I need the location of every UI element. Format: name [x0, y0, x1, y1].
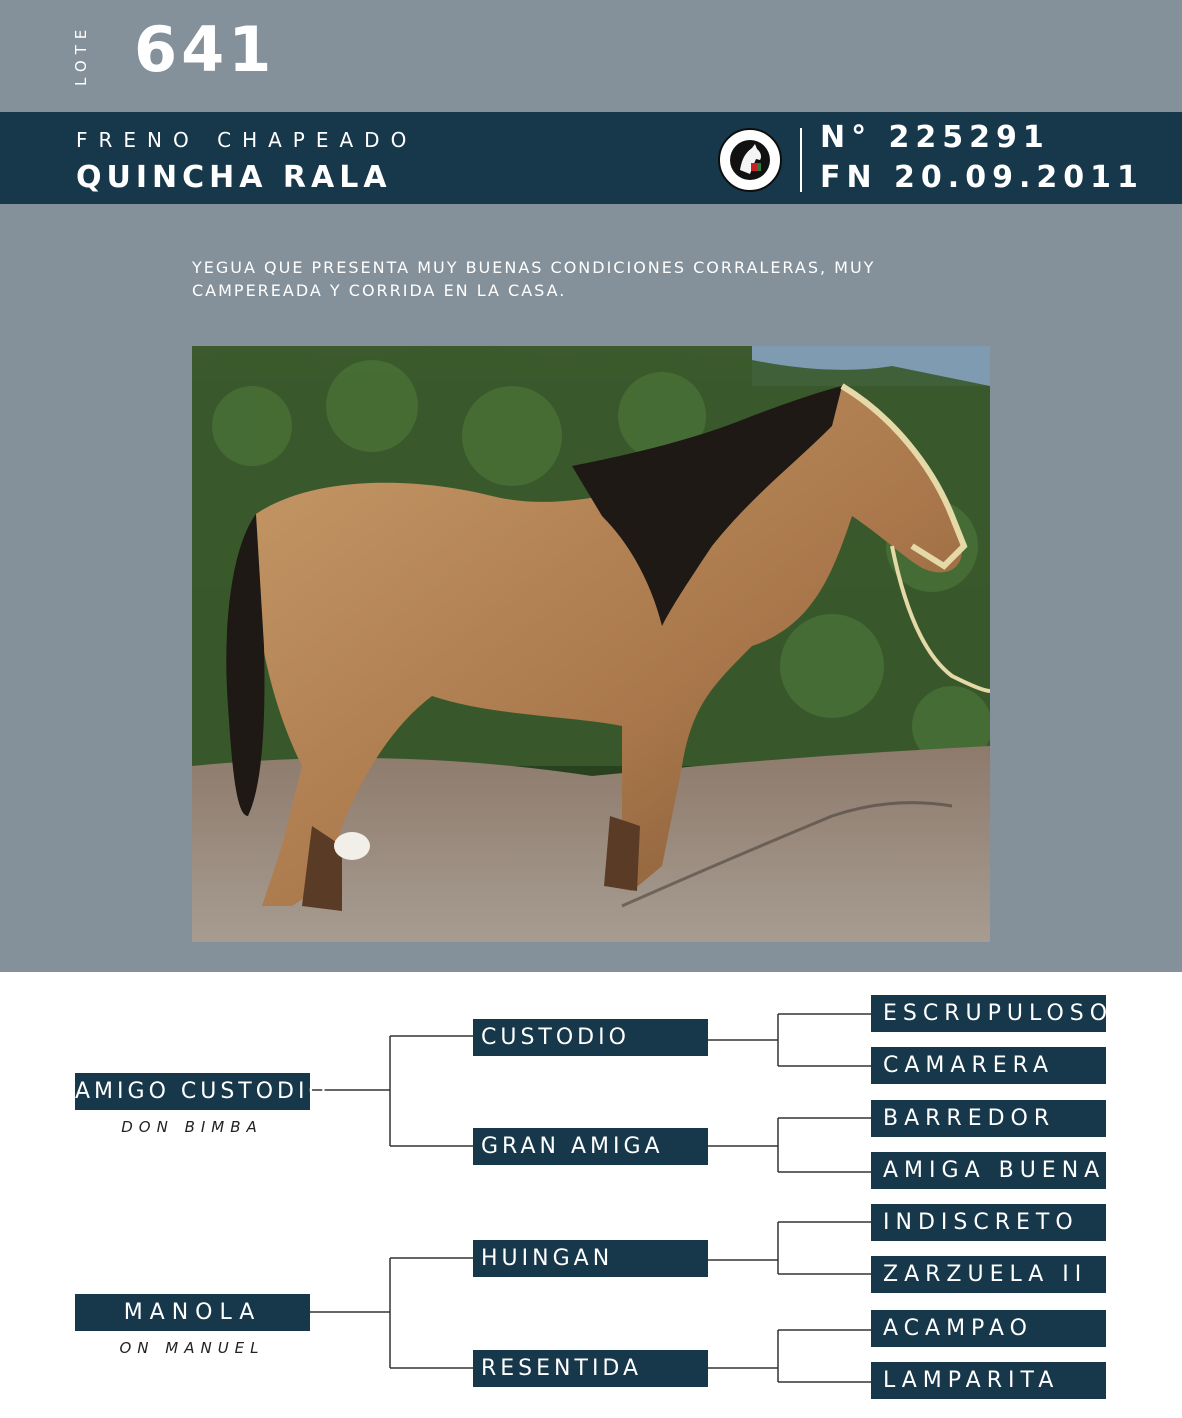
dam-box: MANOLA: [75, 1294, 310, 1331]
dam-sire-box: HUINGAN: [473, 1240, 708, 1277]
dam-dam-box: RESENTIDA: [473, 1350, 708, 1387]
header-divider: [800, 128, 802, 192]
horse-head-logo-icon: [720, 130, 780, 190]
ancestor-box: ESCRUPULOSO: [871, 995, 1106, 1032]
sire-dam-box: GRAN AMIGA: [473, 1128, 708, 1165]
ancestor-box: LAMPARITA: [871, 1362, 1106, 1399]
sire-owner: DON BIMBA: [121, 1118, 263, 1136]
horse-description: YEGUA QUE PRESENTA MUY BUENAS CONDICIONES CORRALERAS, MUY CAMPEREADA Y CORRIDA EN LA CASA.: [192, 258, 876, 300]
ancestor-box: ACAMPAO: [871, 1310, 1106, 1347]
registration-number: N° 225291: [820, 120, 1050, 155]
ancestor-box: AMIGA BUENA: [871, 1152, 1106, 1189]
ancestor-box: BARREDOR: [871, 1100, 1106, 1137]
horse-category: FRENO CHAPEADO: [76, 128, 418, 152]
lote-number: 641: [134, 13, 276, 86]
ancestor-box: CAMARERA: [871, 1047, 1106, 1084]
dam-owner: ON MANUEL: [119, 1339, 265, 1357]
horse-photo: [192, 346, 990, 942]
horse-image: [192, 346, 990, 942]
remates-logo: [718, 128, 782, 192]
sire-box: AMIGO CUSTODIO: [75, 1073, 310, 1110]
ancestor-box: INDISCRETO: [871, 1204, 1106, 1241]
horse-name: QUINCHA RALA: [76, 160, 392, 195]
birth-date: FN 20.09.2011: [820, 160, 1144, 195]
sire-sire-box: CUSTODIO: [473, 1019, 708, 1056]
ancestor-box: ZARZUELA II: [871, 1256, 1106, 1293]
lote-label: LOTE: [72, 23, 90, 86]
